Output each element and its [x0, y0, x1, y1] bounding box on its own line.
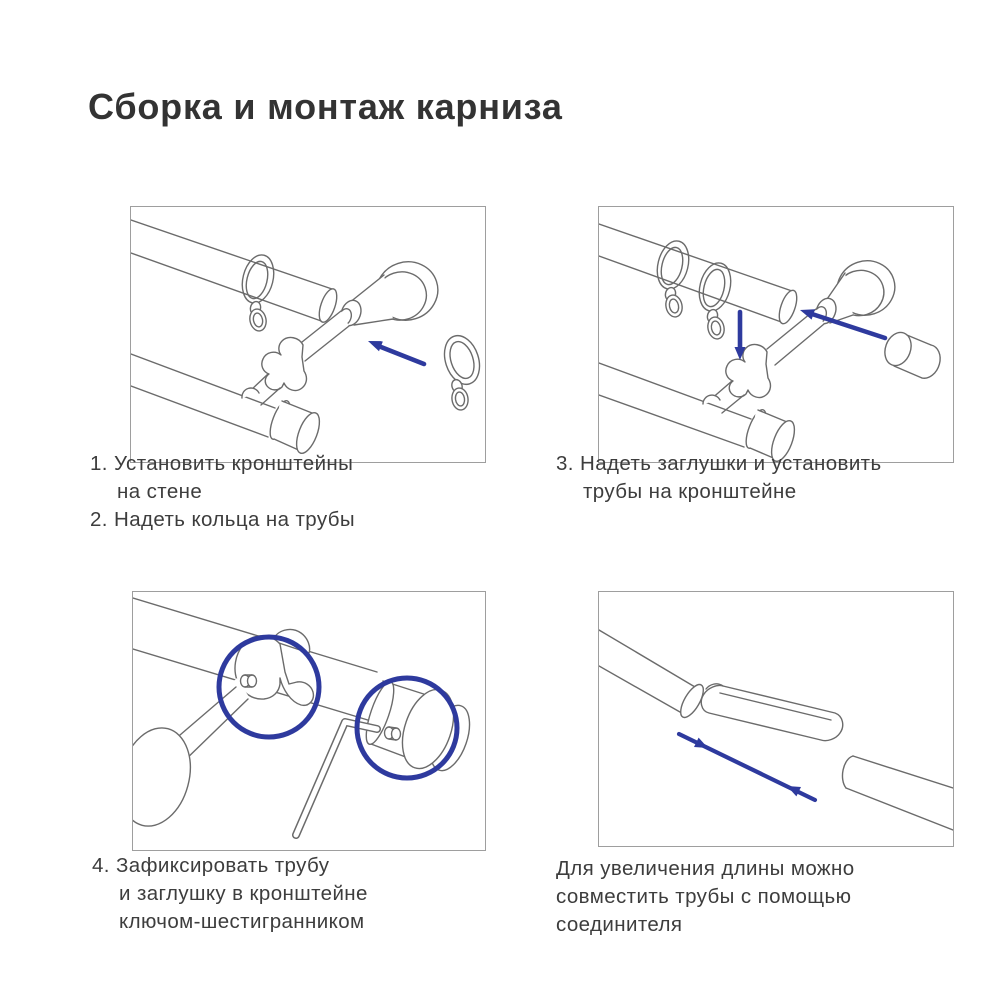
caption-line: на стене — [117, 480, 203, 503]
caption-line: соединителя — [556, 913, 683, 936]
illustration-fix-with-hex-key — [133, 592, 485, 850]
end-cap — [880, 329, 940, 378]
caption-line: 3. Надеть заглушки и установить — [556, 452, 882, 475]
caption-step-1-2 — [90, 450, 510, 534]
caption-line: 2. Надеть кольца на трубы — [90, 508, 356, 531]
lower-tube — [599, 363, 799, 462]
direction-arrow-icon — [679, 734, 815, 800]
upper-tube — [599, 224, 800, 326]
direction-arrow-icon — [368, 341, 424, 364]
upper-tube — [131, 220, 340, 324]
caption-line: 1. Установить кронштейны — [90, 452, 354, 475]
caption-step-4 — [92, 852, 512, 936]
hex-key — [296, 722, 377, 835]
panel-step-3 — [598, 206, 954, 463]
connector-sleeve — [701, 684, 842, 741]
illustration-caps-and-mount — [599, 207, 953, 462]
curtain-ring — [695, 260, 736, 341]
caption-line: ключом-шестигранником — [119, 910, 365, 933]
lower-tube — [842, 756, 953, 830]
panel-step-4 — [132, 591, 486, 851]
caption-line: и заглушку в кронштейне — [119, 882, 368, 905]
upper-tube — [599, 630, 708, 721]
loose-curtain-ring — [439, 331, 485, 411]
illustration-connector — [599, 592, 953, 846]
panel-connector — [598, 591, 954, 847]
illustration-install-brackets — [131, 207, 485, 462]
wall-bracket — [250, 254, 445, 405]
page-title: Сборка и монтаж карниза — [88, 86, 563, 128]
caption-line: совместить трубы с помощью — [556, 885, 852, 908]
caption-line: Для увеличения длины можно — [556, 857, 855, 880]
caption-step-3 — [556, 450, 976, 506]
caption-connector — [556, 855, 976, 939]
caption-line: 4. Зафиксировать трубу — [92, 854, 330, 877]
panel-step-1-2 — [130, 206, 486, 463]
caption-line: трубы на кронштейне — [583, 480, 797, 503]
